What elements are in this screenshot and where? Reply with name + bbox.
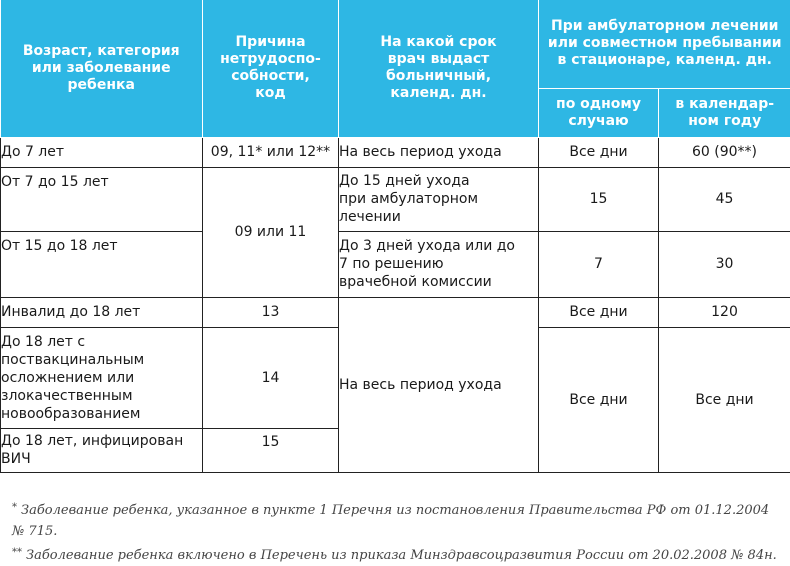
footnote-mark: * [12,502,17,513]
footnote-mark: ** [12,547,22,558]
cell-term: До 15 дней ухода при амбулаторном лечении [339,167,539,231]
cell-per-year: 45 [659,167,790,231]
cell-per-case: 15 [539,167,659,231]
header-reason: Причина нетрудоспо-собности, код [203,0,339,137]
cell-term: На весь период ухода [339,297,539,472]
cell-reason: 09, 11* или 12** [203,137,339,167]
table-row [1,297,790,327]
cell-age: До 18 лет с поствакцинальным осложнением или злокачественным новообразованием [1,327,203,428]
header-term: На какой срок врач выдаст больничный, календ. дн. [339,0,539,137]
cell-age: До 18 лет, инфицирован ВИЧ [1,428,203,472]
cell-age: От 15 до 18 лет [1,231,203,297]
table-row [1,137,790,167]
footnote [12,542,782,566]
footnote [12,497,782,542]
header-per-case: по одному случаю [539,88,659,137]
cell-reason: 15 [203,428,339,472]
cell-per-case: 7 [539,231,659,297]
header-group: При амбулаторном лечении или совместном пребывании в стационаре, календ. дн. [539,0,790,88]
cell-age: От 7 до 15 лет [1,167,203,231]
cell-per-year: 60 (90**) [659,137,790,167]
header-age: Возраст, категория или заболевание ребенка [1,0,203,137]
cell-age: До 7 лет [1,137,203,167]
footnote-text: Заболевание ребенка, указанное в пункте 1 Перечня из постановления Правительства РФ от 01.12.2004 № 715. [12,503,770,539]
cell-reason: 13 [203,297,339,327]
footnotes [12,497,782,566]
cell-reason: 09 или 11 [203,167,339,297]
cell-per-case: Все дни [539,327,659,472]
footnote-text: Заболевание ребенка включено в Перечень из приказа Минздравсоцразвития России от 20.02.2008 № 84н. [26,548,777,563]
cell-per-case: Все дни [539,297,659,327]
table-row [1,167,790,231]
cell-age: Инвалид до 18 лет [1,297,203,327]
table-row [1,231,790,297]
cell-per-year: 30 [659,231,790,297]
cell-per-year: Все дни [659,327,790,472]
cell-term: На весь период ухода [339,137,539,167]
header-per-year: в календар-ном году [659,88,790,137]
cell-per-year: 120 [659,297,790,327]
cell-per-case: Все дни [539,137,659,167]
cell-term: До 3 дней ухода или до 7 по решению врачебной комиссии [339,231,539,297]
header-row-1 [1,0,790,88]
cell-reason: 14 [203,327,339,428]
